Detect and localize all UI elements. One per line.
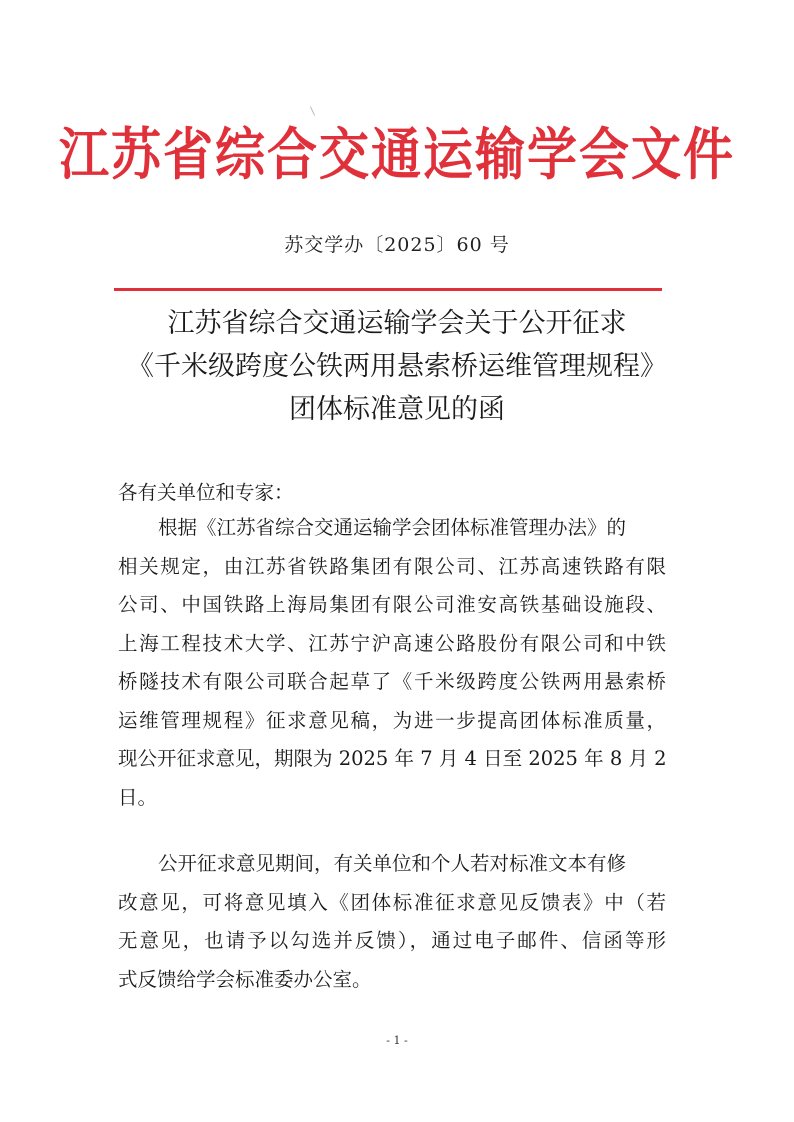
paragraph-1-line: 现公开征求意见，期限为 2025 年 7 月 4 日至 2025 年 8 月 2 — [118, 747, 667, 770]
paragraph-1-line: 日。 — [118, 785, 158, 809]
title-line-1: 江苏省综合交通运输学会关于公开征求 — [167, 308, 627, 339]
paragraph-1-line: 相关规定，由江苏省铁路集团有限公司、江苏高速铁路有限 — [118, 554, 666, 578]
paragraph-2-line: 无意见，也请予以勾选并反馈），通过电子邮件、信函等形 — [118, 929, 666, 952]
document-number: 苏交学办〔2025〕60 号 — [284, 234, 510, 256]
paragraph-2 — [118, 845, 666, 999]
red-divider-line — [114, 288, 662, 291]
paragraph-1-line: 桥隧技术有限公司联合起草了《千米级跨度公铁两用悬索桥 — [118, 670, 666, 693]
title-line-3: 团体标准意见的函 — [289, 394, 505, 425]
paragraph-1-line: 公司、中国铁路上海局集团有限公司淮安高铁基础设施段、 — [118, 593, 666, 616]
paragraph-2-line: 式反馈给学会标准委办公室。 — [118, 967, 372, 991]
document-title — [0, 302, 794, 431]
salutation-text: 各有关单位和专家： — [118, 481, 294, 504]
paragraph-1-line: 上海工程技术大学、江苏宁沪高速公路股份有限公司和中铁 — [118, 631, 666, 655]
paragraph-2-line: 公开征求意见期间，有关单位和个人若对标准文本有修 — [158, 852, 627, 875]
paragraph-1-line: 运维管理规程》征求意见稿，为进一步提高团体标准质量， — [118, 708, 666, 732]
paragraph-1-line: 根据《江苏省综合交通运输学会团体标准管理办法》的 — [158, 516, 627, 539]
paragraph-1 — [118, 509, 666, 817]
scan-artifact — [310, 106, 315, 115]
salutation — [118, 474, 666, 513]
organization-header: 江苏省综合交通运输学会文件 — [59, 122, 735, 188]
paragraph-2-line: 改意见，可将意见填入《团体标准征求意见反馈表》中（若 — [118, 890, 666, 914]
title-line-2: 《千米级跨度公铁两用悬索桥运维管理规程》 — [127, 351, 667, 382]
page-number: - 1 - — [386, 1034, 408, 1047]
